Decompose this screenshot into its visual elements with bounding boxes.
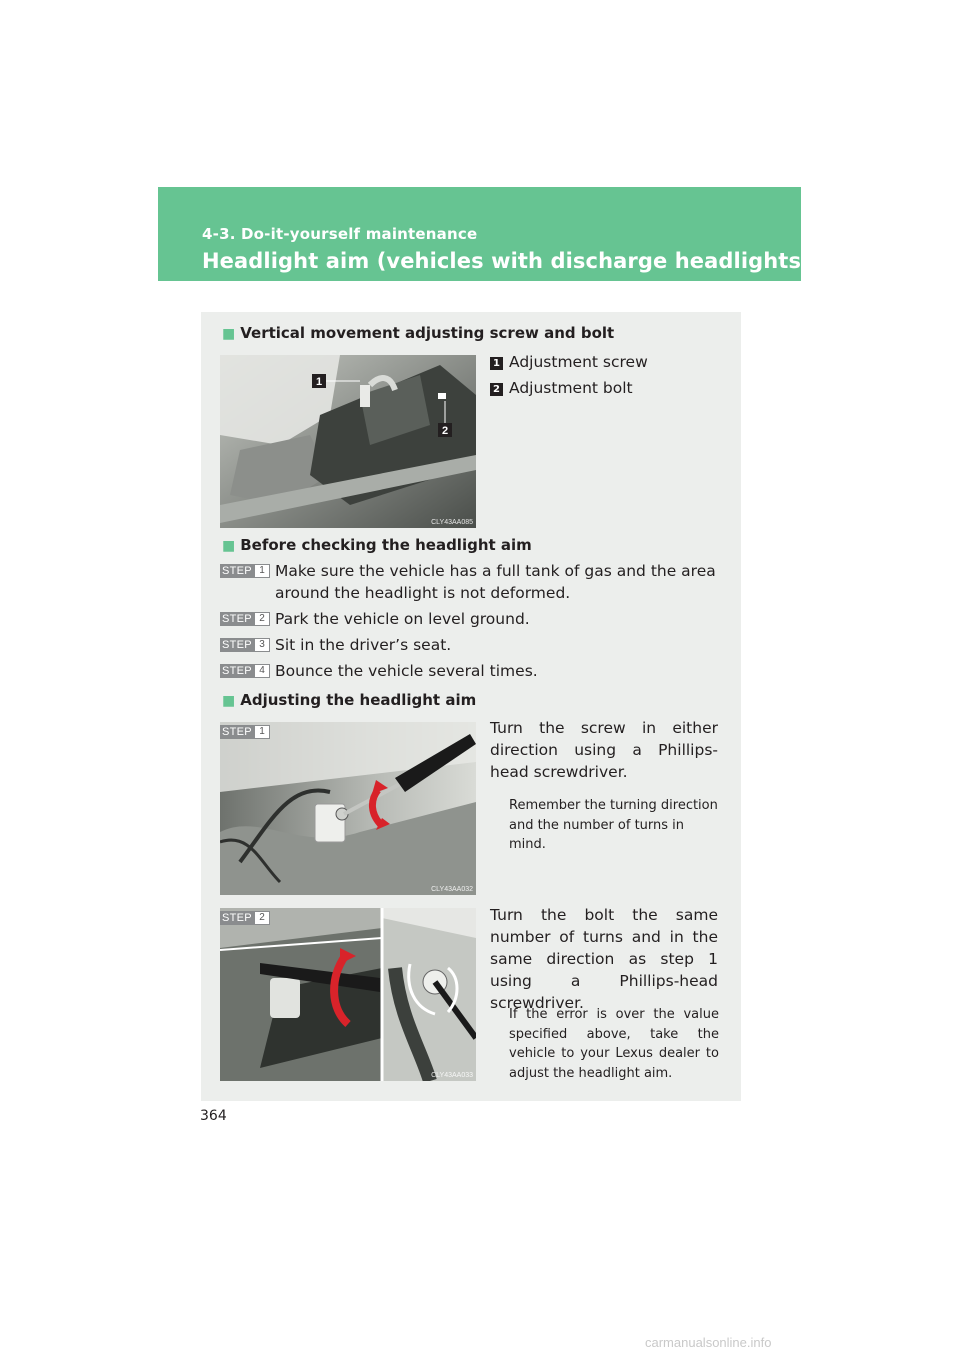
svg-text:1: 1 <box>315 376 323 388</box>
adjusting-heading <box>222 691 476 709</box>
number-badge-1: 1 <box>490 357 503 370</box>
step-label: STEP <box>222 726 252 738</box>
screwdriver-on-screw-illustration <box>220 722 476 895</box>
step-number: 4 <box>255 665 269 677</box>
content-panel <box>201 312 741 1101</box>
section-label: 4-3. Do-it-yourself maintenance <box>202 225 478 243</box>
step-number: 1 <box>255 565 269 577</box>
before-step-2-text: Park the vehicle on level ground. <box>275 610 530 628</box>
vertical-heading-text: Vertical movement adjusting screw and bolt <box>240 324 615 342</box>
engine-bay-illustration <box>220 355 476 528</box>
number-badge-2: 2 <box>490 383 503 396</box>
screwdriver-bolt-photo <box>220 908 476 1081</box>
image-code: CLY43AA033 <box>431 1072 473 1079</box>
before-step-1-text: Make sure the vehicle has a full tank of gas and the area around the headlight is not deformed. <box>275 562 716 602</box>
step-badge-1 <box>220 725 270 739</box>
legend-label: Adjustment bolt <box>509 379 633 397</box>
step-number: 2 <box>255 613 269 625</box>
legend-label: Adjustment screw <box>509 353 648 371</box>
adjust-step-1-note: Remember the turning direction and the number of turns in mind. <box>509 798 718 852</box>
step-label: STEP <box>222 665 252 677</box>
step-badge-2 <box>220 612 270 626</box>
page-title: Headlight aim (vehicles with discharge headlights) <box>202 249 811 273</box>
adjust-step-2-text: Turn the bolt the same number of turns and in the same direction as step 1 using a Phillips-head screwdriver. <box>490 906 718 1012</box>
vertical-heading <box>222 324 614 342</box>
step-badge-1 <box>220 564 270 578</box>
adjusting-screw-photo <box>220 355 476 528</box>
bullet-square-icon: ■ <box>222 538 236 554</box>
step-number: 1 <box>255 726 269 738</box>
screwdriver-on-bolt-illustration <box>220 908 476 1081</box>
step-label: STEP <box>222 565 252 577</box>
before-heading-text: Before checking the headlight aim <box>240 536 532 554</box>
legend-item-adjustment-bolt <box>490 377 633 399</box>
step-badge-2 <box>220 911 270 925</box>
step-badge-3 <box>220 638 270 652</box>
before-heading <box>222 536 532 554</box>
watermark: carmanualsonline.info <box>645 1335 772 1350</box>
step-number: 2 <box>255 912 269 924</box>
section-header <box>158 187 811 281</box>
before-step-3-text: Sit in the driver’s seat. <box>275 636 452 654</box>
svg-text:2: 2 <box>441 425 449 437</box>
step-label: STEP <box>222 912 252 924</box>
screwdriver-screw-photo <box>220 722 476 895</box>
step-number: 3 <box>255 639 269 651</box>
image-code: CLY43AA032 <box>431 886 473 893</box>
image-code: CLY43AA085 <box>431 519 473 526</box>
page-number: 364 <box>200 1108 227 1124</box>
bullet-square-icon: ■ <box>222 326 236 342</box>
bullet-square-icon: ■ <box>222 693 236 709</box>
adjust-step-2-note: If the error is over the value specified above, take the vehicle to your Lexus dealer to adjust the headlight aim. <box>509 1007 719 1081</box>
legend-item-adjustment-screw <box>490 351 648 373</box>
step-label: STEP <box>222 613 252 625</box>
adjusting-heading-text: Adjusting the headlight aim <box>240 691 477 709</box>
before-step-4-text: Bounce the vehicle several times. <box>275 662 538 680</box>
adjust-step-1-text: Turn the screw in either direction using a Phillips-head screwdriver. <box>490 719 718 781</box>
step-badge-4 <box>220 664 270 678</box>
step-label: STEP <box>222 639 252 651</box>
